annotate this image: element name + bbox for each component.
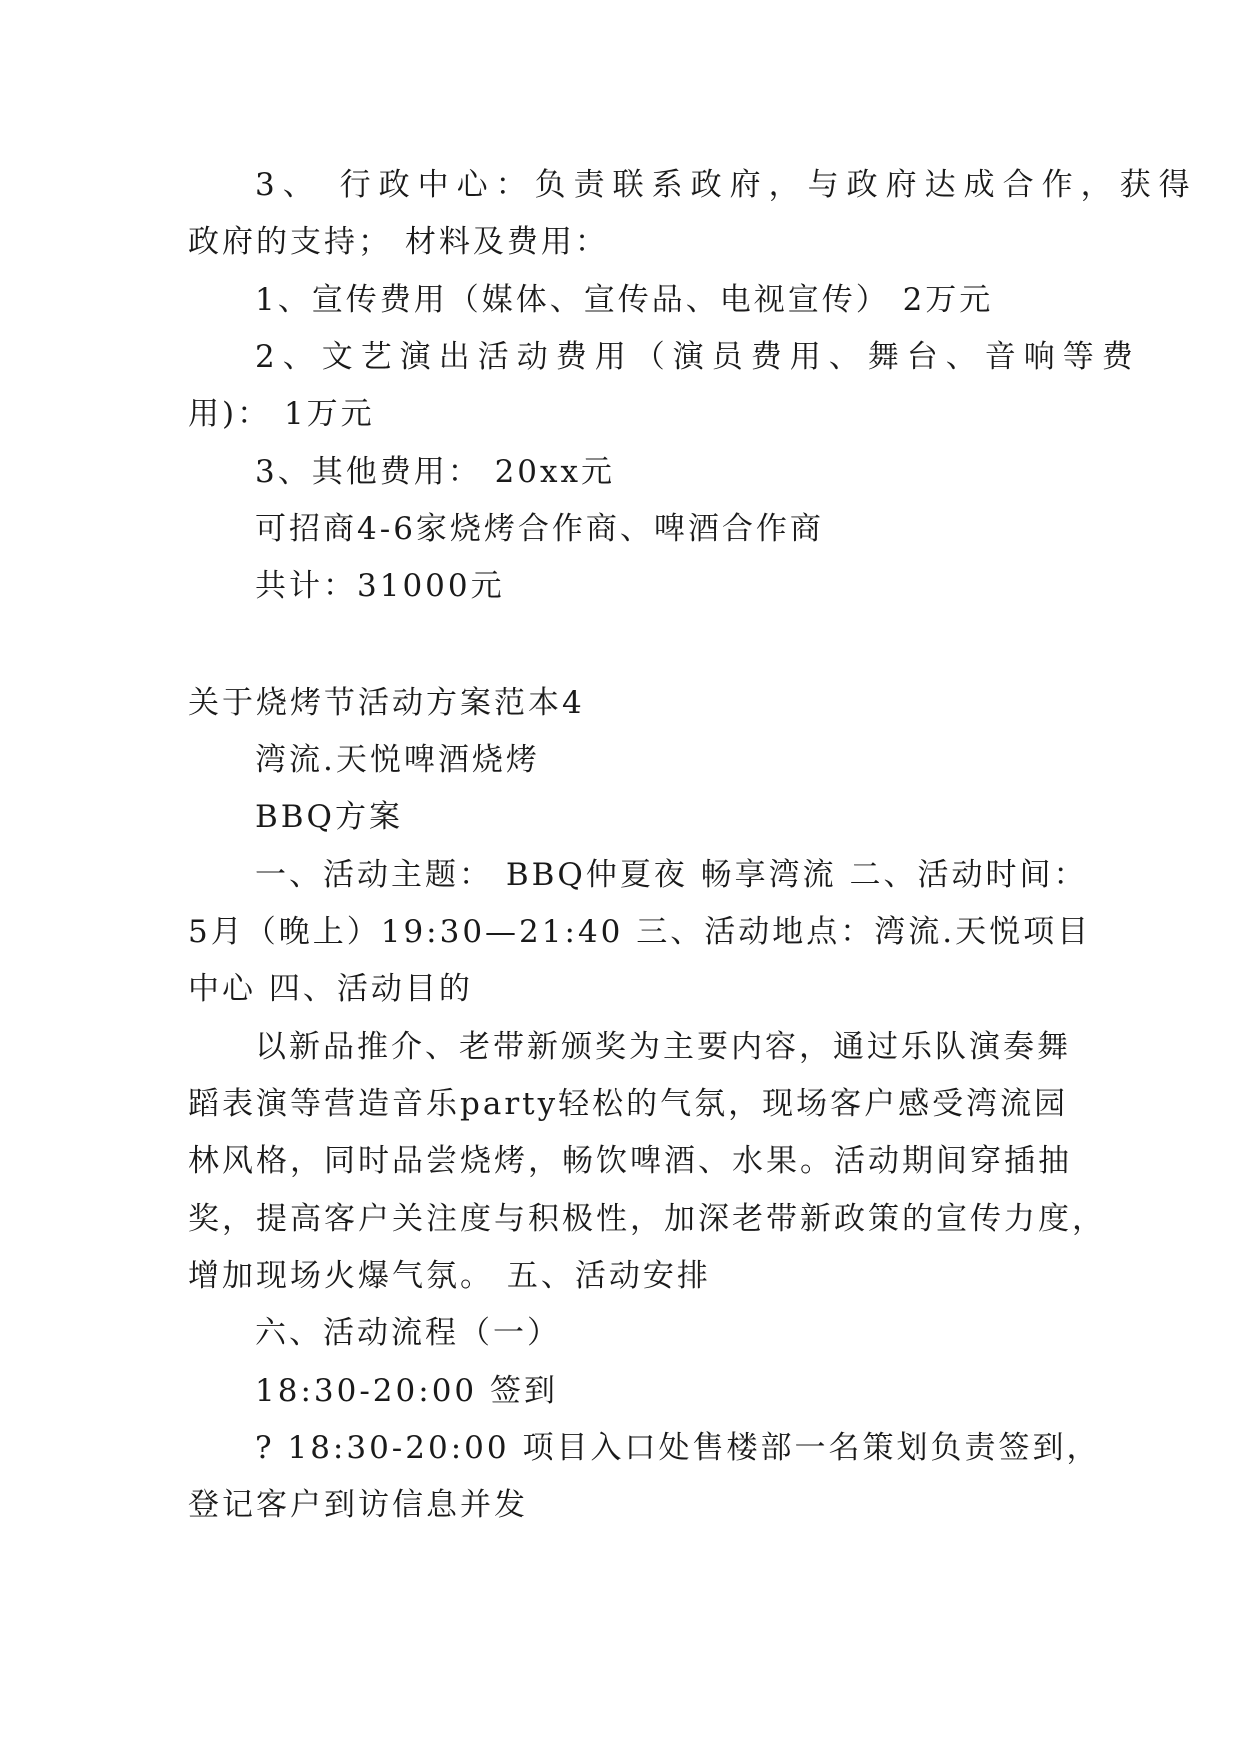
- text-line: 1、宣传费用（媒体、宣传品、电视宣传） 2万元: [255, 282, 994, 318]
- text-line: 一、活动主题： BBQ仲夏夜 畅享湾流 二、活动时间：: [255, 857, 1088, 893]
- text-line: 蹈表演等营造音乐party轻松的气氛，现场客户感受湾流园: [188, 1086, 1069, 1122]
- text-line: 5月（晚上）19:30—21:40 三、活动地点：湾流.天悦项目: [188, 914, 1092, 950]
- text-line: 3、 行政中心：负责联系政府，与政府达成合作，获得: [255, 167, 1198, 203]
- text-line: 可招商4-6家烧烤合作商、啤酒合作商: [255, 511, 824, 547]
- text-line: 2、文艺演出活动费用（演员费用、舞台、音响等费: [255, 339, 1141, 375]
- text-line: 用)： 1万元: [188, 396, 375, 432]
- text-line: 湾流.天悦啤酒烧烤: [255, 742, 540, 778]
- text-line: 奖，提高客户关注度与积极性，加深老带新政策的宣传力度，: [188, 1201, 1106, 1237]
- text-line: 政府的支持； 材料及费用：: [188, 224, 609, 260]
- text-line: 中心 四、活动目的: [188, 971, 473, 1007]
- text-line: BBQ方案: [255, 799, 403, 835]
- section-title: 关于烧烤节活动方案范本4: [188, 685, 585, 721]
- text-line: 以新品推介、老带新颁奖为主要内容，通过乐队演奏舞: [255, 1029, 1071, 1065]
- text-line: 增加现场火爆气氛。 五、活动安排: [188, 1258, 711, 1294]
- text-line: 林风格，同时品尝烧烤，畅饮啤酒、水果。活动期间穿插抽: [188, 1143, 1072, 1179]
- text-line: 登记客户到访信息并发: [188, 1487, 528, 1523]
- text-line: 3、其他费用： 20xx元: [255, 454, 615, 490]
- text-line: 18:30-20:00 签到: [255, 1373, 559, 1409]
- text-line: 六、活动流程（一）: [255, 1315, 561, 1351]
- text-line: 共计：31000元: [255, 568, 505, 604]
- text-line: ? 18:30-20:00 项目入口处售楼部一名策划负责签到，: [255, 1430, 1101, 1466]
